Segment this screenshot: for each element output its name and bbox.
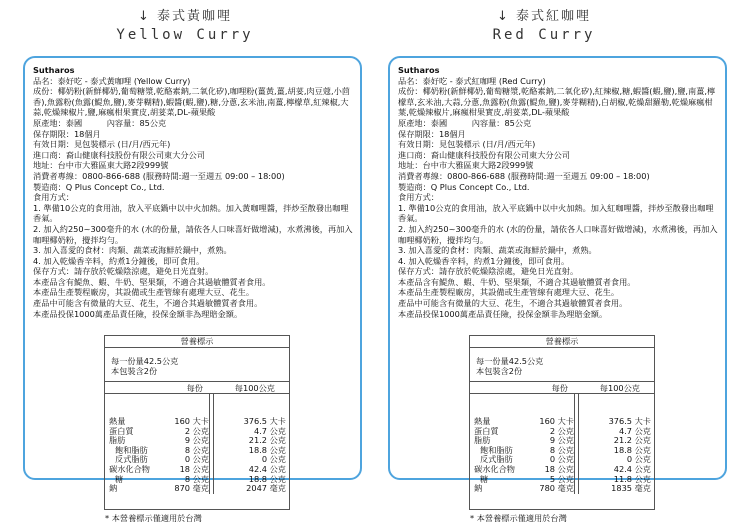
per-100g-value: 376.5 大卡 (608, 416, 651, 426)
col-per-100g: 每100公克 (599, 383, 640, 393)
label-line: 進口商：裔山健康科技股份有限公司東大分公司 (398, 149, 570, 160)
yellow-curry-heading (35, 8, 335, 45)
nutrition-facts-table (104, 335, 290, 523)
label-line: 有效日期：見包裝標示 (日/月/西元年) (33, 139, 171, 150)
label-line: 進口商：裔山健康科技股份有限公司東大分公司 (33, 149, 205, 160)
serving-size: 每一份量42.5公克 (476, 356, 544, 366)
label-lines (33, 76, 354, 320)
nutrient-name: 脂肪 (474, 435, 491, 446)
brand-name: Sutharos (33, 65, 75, 75)
nutrition-title: 營養標示 (470, 336, 654, 348)
per-serving-value: 9 公克 (549, 435, 574, 446)
nutrition-facts-table (469, 335, 655, 523)
nutrient-name: 飽和脂肪 (480, 444, 513, 455)
per-100g-value: 0 公克 (261, 454, 286, 465)
label-line: 地址：台中市大雅區東大路2段999號 (33, 160, 169, 171)
nutrition-row (105, 426, 289, 436)
label-line: 保存方式：請存放於乾燥陰涼處，避免日光直射。 (33, 266, 214, 277)
nutrition-row (105, 445, 289, 455)
serving-info (105, 348, 289, 382)
label-line: 原產地：泰國 內容量：85公克 (398, 117, 532, 128)
label-line: 4. 加入乾燥香辛料，約煮1分鐘後，即可食用。 (33, 255, 205, 266)
nutrition-row (470, 416, 654, 426)
nutrition-row (105, 435, 289, 445)
per-100g-value: 4.7 公克 (619, 425, 651, 436)
per-100g-value: 18.8 公克 (248, 473, 286, 484)
per-serving-value: 9 公克 (184, 435, 209, 446)
label-line: 保存期限：18個月 (398, 128, 466, 139)
label-line: 品名：泰好吃 - 泰式紅咖哩 (Red Curry) (398, 75, 546, 86)
nutrition-row (470, 483, 654, 493)
nutrition-rows (470, 394, 654, 494)
col-per-100g: 每100公克 (234, 383, 275, 393)
servings-per-package: 本包裝含2份 (111, 366, 158, 376)
per-serving-value: 0 公克 (549, 454, 574, 465)
per-100g-value: 42.4 公克 (248, 463, 286, 474)
per-serving-value: 160 大卡 (174, 416, 209, 426)
nutrition-row (105, 474, 289, 484)
nutrient-name: 飽和脂肪 (115, 444, 148, 455)
nutrition-row (105, 416, 289, 426)
nutrient-name: 反式脂肪 (480, 454, 513, 465)
label-line: 4. 加入乾燥香辛料，約煮1分鐘後，即可食用。 (398, 255, 570, 266)
per-serving-value: 780 毫克 (539, 483, 574, 494)
label-lines (398, 76, 719, 320)
col-per-serving: 每份 (551, 383, 568, 393)
heading-zh: ↓ 泰式黃咖哩 (137, 9, 233, 24)
label-line: 1. 準備10公克的食用油，放入平底鍋中以中火加熱。加入黃咖哩醬，拌炒至散發出咖哩香氣。 (33, 202, 349, 224)
label-line: 本產品含有鯷魚、蝦、牛奶、堅果類，不適合其過敏體質者食用。 (33, 276, 271, 287)
red-curry-label-panel (388, 56, 727, 523)
per-serving-value: 160 大卡 (539, 416, 574, 426)
label-line: 消費者專線：0800-866-688 (服務時間:週一至週五 09:00 – 18:00) (398, 170, 650, 181)
per-100g-value: 2047 毫克 (246, 483, 286, 494)
servings-per-package: 本包裝含2份 (476, 366, 523, 376)
label-line: 製造商：Q Plus Concept Co., Ltd. (33, 181, 165, 192)
nutrition-row (470, 454, 654, 464)
nutrition-footnote: * 本營養標示僅適用於台灣 (470, 513, 567, 523)
label-line: 原產地：泰國 內容量：85公克 (33, 117, 167, 128)
label-line: 3. 加入喜愛的食材：肉類、蔬菜或海鮮於鍋中，煮熟。 (33, 245, 232, 256)
column-headers (105, 382, 289, 394)
label-line: 食用方式： (398, 192, 439, 203)
per-100g-value: 1835 毫克 (611, 483, 651, 494)
per-100g-value: 42.4 公克 (613, 463, 651, 474)
nutrition-row (470, 474, 654, 484)
heading-zh: ↓ 泰式紅咖哩 (496, 9, 592, 24)
per-serving-value: 2 公克 (184, 425, 209, 436)
nutrition-row (470, 426, 654, 436)
label-line: 產品中可能含有微量的大豆、花生，不適合其過敏體質者食用。 (398, 298, 628, 309)
nutrition-row (105, 483, 289, 493)
per-100g-value: 11.8 公克 (613, 473, 651, 484)
label-line: 本產品生產製程廠房，其設備或生產管線有處理大豆、花生。 (33, 287, 255, 298)
column-headers (470, 382, 654, 394)
nutrition-row (470, 445, 654, 455)
nutrient-name: 熱量 (474, 416, 491, 426)
nutrient-name: 碳水化合物 (474, 463, 515, 474)
label-line: 製造商：Q Plus Concept Co., Ltd. (398, 181, 530, 192)
label-line: 1. 準備10公克的食用油，放入平底鍋中以中火加熱。加入紅咖哩醬，拌炒至散發出咖哩香氣。 (398, 202, 714, 224)
per-serving-value: 5 公克 (549, 473, 574, 484)
per-serving-value: 8 公克 (184, 473, 209, 484)
per-100g-value: 0 公克 (626, 454, 651, 465)
nutrient-name: 糖 (480, 473, 489, 484)
label-text (33, 65, 354, 319)
label-line: 消費者專線：0800-866-688 (服務時間:週一至週五 09:00 – 18:00) (33, 170, 285, 181)
nutrient-name: 反式脂肪 (115, 454, 148, 465)
red-curry-heading (394, 8, 694, 45)
label-line: 3. 加入喜愛的食材：肉類、蔬菜或海鮮於鍋中，煮熟。 (398, 245, 597, 256)
per-100g-value: 18.8 公克 (248, 444, 286, 455)
per-serving-value: 870 毫克 (174, 483, 209, 494)
heading-en: Red Curry (492, 27, 596, 43)
label-line: 食用方式： (33, 192, 74, 203)
label-line: 2. 加入約250~300毫升的水 (水的份量，請依各人口味喜好做增減)，水煮沸後，再加入咖哩椰奶粉，攪拌均勻。 (398, 223, 718, 245)
per-100g-value: 4.7 公克 (254, 425, 286, 436)
label-line: 本產品投保1000萬產品責任險，投保金額非為理賠金額。 (33, 308, 243, 319)
label-line: 本產品生產製程廠房，其設備或生產管線有處理大豆、花生。 (398, 287, 620, 298)
col-per-serving: 每份 (186, 383, 203, 393)
label-line: 保存方式：請存放於乾燥陰涼處，避免日光直射。 (398, 266, 579, 277)
nutrition-rows (105, 394, 289, 494)
nutrition-row (105, 454, 289, 464)
per-serving-value: 8 公克 (549, 444, 574, 455)
label-line: 品名：泰好吃 - 泰式黃咖哩 (Yellow Curry) (33, 75, 191, 86)
nutrient-name: 糖 (115, 473, 124, 484)
yellow-curry-label-panel (23, 56, 362, 523)
nutrient-name: 脂肪 (109, 435, 126, 446)
nutrition-title: 營養標示 (105, 336, 289, 348)
per-serving-value: 18 公克 (544, 463, 574, 474)
per-100g-value: 21.2 公克 (248, 435, 286, 446)
label-line: 地址：台中市大雅區東大路2段999號 (398, 160, 534, 171)
heading-en: Yellow Curry (116, 27, 254, 43)
nutrient-name: 蛋白質 (474, 425, 499, 436)
label-line: 成份：椰奶粉(新鮮椰奶,葡萄糖漿,乾酪素鈉,二氧化矽),紅辣椒,糖,蝦醬(蝦,鹽),鹽,南薑,檸檬草,玄米油,大蒜,分蔥,魚露粉(魚露(鯷魚,鹽),麥芽糊精),白胡椒,乾燥甜羅勒,乾燥麻瘋柑葉,乾燥辣椒片,麻瘋柑果實皮,胡荽菜,DL-蘋果酸 (398, 86, 716, 118)
label-line: 本產品含有鯷魚、蝦、牛奶、堅果類，不適合其過敏體質者食用。 (398, 276, 636, 287)
per-serving-value: 18 公克 (179, 463, 209, 474)
per-100g-value: 18.8 公克 (613, 444, 651, 455)
label-line: 產品中可能含有微量的大豆、花生，不適合其過敏體質者食用。 (33, 298, 263, 309)
label-text (398, 65, 719, 319)
serving-size: 每一份量42.5公克 (111, 356, 179, 366)
nutrition-row (470, 435, 654, 445)
label-line: 有效日期：見包裝標示 (日/月/西元年) (398, 139, 536, 150)
label-line: 2. 加入約250~300毫升的水 (水的份量，請依各人口味喜好做增減)，水煮沸後，再加入咖哩椰奶粉，攪拌均勻。 (33, 223, 353, 245)
brand-name: Sutharos (398, 65, 440, 75)
per-serving-value: 2 公克 (549, 425, 574, 436)
per-serving-value: 8 公克 (184, 444, 209, 455)
nutrient-name: 鈉 (109, 483, 118, 494)
per-100g-value: 376.5 大卡 (243, 416, 286, 426)
nutrition-footnote: * 本營養標示僅適用於台灣 (105, 513, 202, 523)
nutrition-row (470, 464, 654, 474)
serving-info (470, 348, 654, 382)
per-100g-value: 21.2 公克 (613, 435, 651, 446)
nutrient-name: 碳水化合物 (109, 463, 150, 474)
nutrient-name: 蛋白質 (109, 425, 134, 436)
per-serving-value: 0 公克 (184, 454, 209, 465)
nutrient-name: 熱量 (109, 416, 126, 426)
label-line: 保存期限：18個月 (33, 128, 101, 139)
label-line: 本產品投保1000萬產品責任險，投保金額非為理賠金額。 (398, 308, 608, 319)
nutrition-row (105, 464, 289, 474)
nutrient-name: 鈉 (474, 483, 483, 494)
label-line: 成份：椰奶粉(新鮮椰奶,葡萄糖漿,乾酪素鈉,二氧化矽),咖哩粉(薑黃,薑,胡荽,肉豆蔻,小茴香),魚露粉(魚露(鯷魚,鹽),麥芽糊精),蝦醬(蝦,鹽),糖,分蔥,玄米油,南薑,檸檬草,紅辣椒,大蒜,乾燥辣椒片,鹽,麻瘋柑果實皮,胡荽菜,DL-蘋果酸 (33, 86, 350, 118)
